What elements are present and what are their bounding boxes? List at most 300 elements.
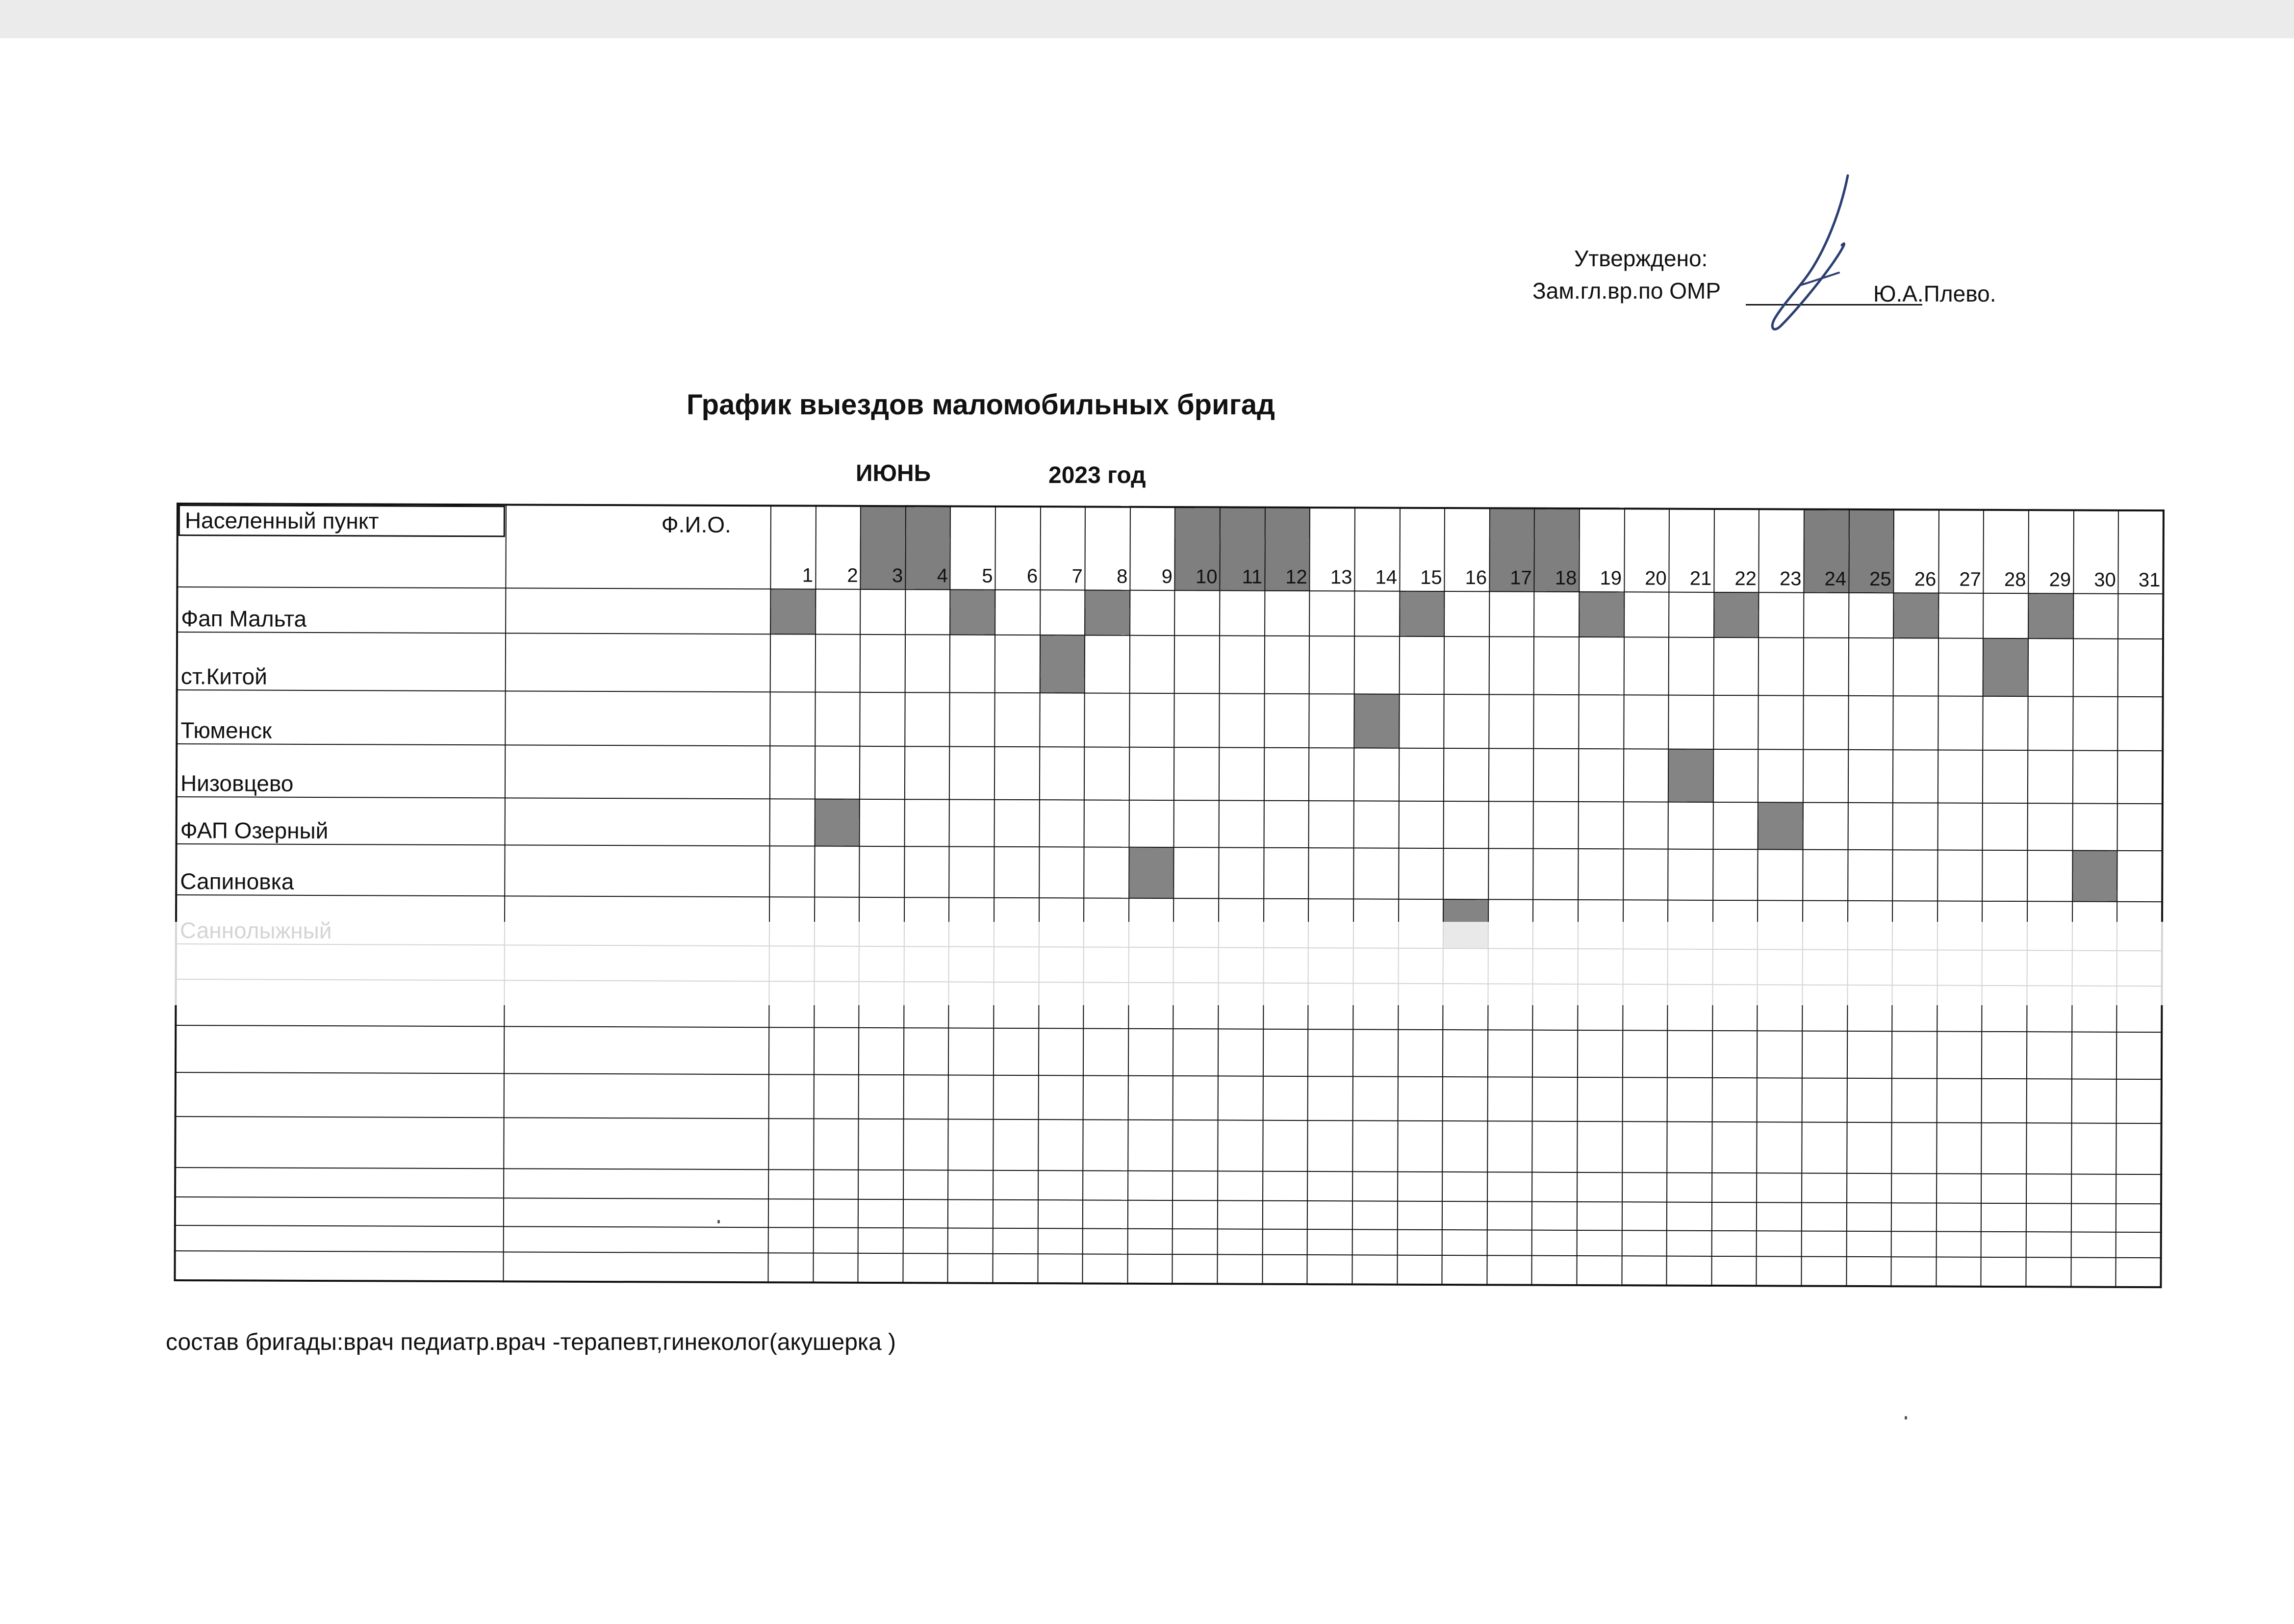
day-cell: [1085, 635, 1130, 693]
day-cell: [1579, 749, 1624, 802]
day-cell: [2071, 1123, 2116, 1174]
day-cell: [948, 1200, 993, 1228]
day-cell: [1893, 803, 1938, 850]
day-cell: [1893, 638, 1938, 696]
schedule-year: 2023 год: [1048, 462, 1146, 488]
day-cell: [768, 1118, 814, 1169]
day-header: 16: [1445, 508, 1490, 591]
day-cell: [1534, 695, 1579, 749]
day-cell: [1308, 1029, 1353, 1076]
day-cell: [1399, 636, 1444, 694]
place-cell: Тюменск: [177, 690, 505, 745]
approval-title: Утверждено:: [1574, 246, 1708, 271]
day-cell: [2116, 1174, 2161, 1204]
table-row: [175, 1251, 2161, 1287]
fio-cell: [505, 845, 769, 897]
day-cell: [1801, 1257, 1846, 1286]
day-cell: [1804, 638, 1849, 696]
day-cell: [768, 1169, 814, 1199]
day-header: 22: [1714, 509, 1759, 592]
day-cell: [2073, 594, 2118, 639]
day-cell: [768, 1253, 813, 1282]
day-cell: [1263, 1120, 1308, 1171]
day-cell: [2116, 1258, 2161, 1287]
day-cell: [858, 1170, 903, 1199]
day-cell: [1532, 1202, 1577, 1230]
day-header: 24: [1804, 509, 1849, 593]
day-cell: [1622, 1256, 1667, 1285]
table-row: [176, 844, 2162, 902]
day-cell: [1937, 1079, 1982, 1123]
day-cell: [1846, 1203, 1891, 1231]
day-cell: [1444, 694, 1489, 748]
day-cell: [1307, 1229, 1352, 1255]
day-cell: [1938, 593, 1984, 638]
day-cell: [1174, 847, 1219, 898]
day-cell: [1218, 1120, 1263, 1171]
day-cell: [1667, 1031, 1712, 1078]
day-cell: [1038, 1254, 1083, 1283]
day-cell: [1936, 1257, 1981, 1287]
day-cell: [1444, 636, 1489, 694]
day-cell: [1577, 1230, 1622, 1256]
day-header: 26: [1894, 509, 1939, 593]
day-cell: [1175, 590, 1220, 635]
day-cell: [1083, 1228, 1128, 1254]
place-cell: Фап Мальта: [177, 587, 506, 633]
table-row: [177, 587, 2163, 639]
day-cell: [1128, 1229, 1173, 1254]
day-cell: [1263, 1029, 1308, 1076]
table-row: [177, 632, 2163, 697]
day-cell: [1219, 747, 1264, 800]
day-header: 17: [1489, 508, 1534, 591]
scan-top-edge: [0, 0, 2294, 38]
day-cell: [1262, 1255, 1307, 1284]
day-cell: [1712, 1031, 1758, 1078]
day-cell: [903, 1170, 948, 1199]
day-cell: [1309, 694, 1354, 748]
day-cell: [1667, 1173, 1712, 1202]
day-cell: [1892, 1078, 1937, 1122]
day-cell: [859, 1075, 904, 1119]
day-header: 18: [1534, 508, 1580, 592]
day-cell: [948, 1028, 994, 1075]
day-cell: [1984, 593, 2029, 638]
place-cell: [175, 1167, 504, 1198]
day-cell: [1173, 1029, 1218, 1076]
day-cell: [948, 1170, 993, 1200]
day-cell: [1487, 1255, 1532, 1285]
day-cell: [1846, 1231, 1891, 1257]
day-cell: [1532, 1077, 1578, 1121]
day-cell: [1981, 1203, 2026, 1232]
day-cell: [2071, 1174, 2116, 1203]
day-cell: [1039, 847, 1084, 898]
visit-day-cell: [1668, 749, 1713, 802]
day-cell: [1039, 800, 1084, 847]
day-cell: [1307, 1171, 1352, 1201]
day-cell: [1174, 635, 1220, 693]
day-cell: [1264, 748, 1309, 801]
day-cell: [993, 1170, 1038, 1200]
day-cell: [1040, 747, 1085, 800]
day-cell: [1712, 1173, 1757, 1202]
day-cell: [995, 590, 1040, 635]
day-header: 27: [1938, 510, 1984, 593]
day-cell: [2073, 697, 2118, 751]
day-cell: [1622, 1172, 1667, 1202]
day-cell: [1893, 696, 1938, 750]
day-cell: [1667, 1231, 1712, 1256]
day-cell: [2116, 1079, 2162, 1123]
day-cell: [1578, 849, 1623, 900]
day-header: 31: [2118, 510, 2164, 594]
day-cell: [2027, 850, 2072, 901]
day-cell: [1667, 1078, 1712, 1122]
day-cell: [1354, 636, 1400, 694]
day-cell: [1803, 850, 1848, 901]
day-cell: [949, 747, 994, 800]
fio-cell: [504, 1168, 768, 1199]
day-cell: [1129, 693, 1174, 747]
day-cell: [1624, 637, 1669, 695]
day-cell: [1802, 1122, 1847, 1173]
day-cell: [903, 1119, 948, 1170]
day-cell: [859, 846, 904, 897]
day-cell: [1127, 1254, 1172, 1284]
day-cell: [1308, 1076, 1353, 1120]
day-cell: [1983, 750, 2028, 803]
day-cell: [1398, 1172, 1443, 1201]
day-cell: [1307, 1255, 1352, 1284]
day-cell: [2116, 1204, 2161, 1232]
day-cell: [1759, 637, 1804, 695]
day-cell: [1218, 1029, 1263, 1076]
day-header: 14: [1354, 508, 1400, 591]
table-row: [177, 797, 2163, 851]
day-cell: [1264, 694, 1309, 748]
day-cell: [904, 1028, 949, 1075]
day-cell: [995, 635, 1040, 693]
day-cell: [1803, 750, 1848, 803]
day-cell: [1577, 1256, 1622, 1285]
header-place: Населенный пункт: [178, 505, 505, 537]
day-cell: [770, 799, 815, 846]
day-cell: [815, 634, 860, 692]
scan-speck: [1905, 1416, 1907, 1420]
day-header: 5: [950, 507, 995, 590]
day-cell: [1532, 1121, 1578, 1172]
day-cell: [768, 1199, 814, 1227]
day-cell: [1847, 1078, 1892, 1122]
day-cell: [1218, 1171, 1263, 1200]
place-cell: [175, 1251, 503, 1281]
day-cell: [1757, 1231, 1802, 1256]
day-cell: [1264, 636, 1309, 694]
scan-fade-band: [147, 922, 2207, 1005]
day-cell: [1309, 848, 1354, 899]
day-cell: [1937, 1174, 1982, 1203]
scan-speck: [717, 1220, 720, 1223]
day-header: 30: [2073, 510, 2118, 594]
day-header: 15: [1400, 508, 1445, 591]
day-cell: [1219, 847, 1264, 898]
day-cell: [2028, 696, 2073, 750]
day-cell: [1802, 1231, 1847, 1257]
visit-day-cell: [770, 589, 816, 634]
day-cell: [2027, 1032, 2072, 1079]
day-header: 7: [1040, 507, 1085, 590]
day-header: 13: [1310, 508, 1355, 591]
day-cell: [814, 1075, 859, 1119]
day-cell: [1668, 849, 1713, 900]
day-cell: [1532, 1172, 1577, 1202]
day-cell: [1398, 1121, 1443, 1172]
place-cell: ФАП Озерный: [177, 797, 505, 845]
day-cell: [1352, 1120, 1398, 1171]
day-cell: [813, 1228, 858, 1253]
day-cell: [2028, 803, 2073, 850]
day-cell: [1622, 1202, 1667, 1230]
visit-day-cell: [2072, 851, 2117, 902]
day-cell: [1668, 695, 1713, 749]
day-cell: [1444, 748, 1489, 801]
day-cell: [1263, 1171, 1308, 1201]
day-cell: [860, 589, 905, 634]
day-header: 4: [905, 506, 950, 589]
visit-day-cell: [1758, 802, 1803, 849]
day-header: 10: [1175, 507, 1220, 590]
visit-day-cell: [1893, 593, 1938, 638]
day-cell: [858, 1228, 903, 1253]
place-cell: [175, 1116, 504, 1168]
day-cell: [994, 847, 1039, 898]
signature-icon: [1746, 172, 1863, 333]
schedule-month: ИЮНЬ: [856, 460, 931, 486]
day-cell: [1757, 1202, 1802, 1231]
day-cell: [1623, 802, 1668, 849]
day-cell: [1757, 1031, 1802, 1078]
schedule-table: [174, 503, 2164, 1288]
day-cell: [1713, 849, 1758, 900]
day-cell: [858, 1253, 903, 1283]
day-cell: [950, 693, 995, 747]
visit-day-cell: [2028, 593, 2073, 638]
day-header: 21: [1669, 509, 1714, 592]
day-cell: [2118, 697, 2163, 751]
day-cell: [1803, 803, 1848, 850]
day-cell: [1891, 1203, 1937, 1231]
day-cell: [1533, 749, 1579, 802]
day-cell: [1085, 693, 1130, 747]
day-header: 1: [770, 506, 816, 589]
day-cell: [2073, 639, 2118, 697]
day-cell: [1847, 1173, 1892, 1203]
place-cell: ст.Китой: [177, 632, 506, 691]
day-cell: [1173, 1120, 1218, 1171]
day-cell: [2118, 594, 2163, 639]
day-cell: [1892, 1031, 1937, 1078]
table-row: [175, 1116, 2161, 1174]
day-cell: [1847, 1122, 1892, 1173]
day-cell: [1667, 1122, 1712, 1173]
day-cell: [2028, 750, 2073, 803]
day-cell: [1444, 591, 1489, 636]
visit-day-cell: [1129, 847, 1174, 898]
day-cell: [948, 1119, 994, 1170]
day-cell: [2026, 1257, 2071, 1287]
day-cell: [860, 634, 905, 692]
day-cell: [2026, 1174, 2071, 1203]
visit-day-cell: [1983, 638, 2028, 696]
day-cell: [1982, 1032, 2027, 1079]
table-row: [176, 1072, 2162, 1123]
day-cell: [1759, 695, 1804, 749]
day-cell: [1713, 637, 1759, 695]
day-cell: [1757, 1078, 1802, 1122]
day-cell: [1891, 1173, 1937, 1203]
fio-cell: [503, 1252, 768, 1282]
day-cell: [1668, 802, 1713, 849]
day-header: 20: [1624, 508, 1669, 592]
day-cell: [1397, 1255, 1442, 1285]
day-cell: [1577, 1202, 1622, 1230]
day-cell: [1129, 747, 1174, 800]
day-cell: [1713, 749, 1759, 802]
approval-post: Зам.гл.вр.по ОМР: [1532, 278, 1721, 304]
day-cell: [1938, 750, 1983, 803]
day-cell: [1848, 696, 1893, 750]
day-cell: [2027, 1079, 2072, 1123]
day-cell: [1039, 1028, 1084, 1075]
day-cell: [904, 846, 949, 897]
day-cell: [1488, 848, 1533, 899]
day-cell: [1669, 637, 1714, 695]
day-cell: [1352, 1201, 1398, 1229]
fio-cell: [506, 633, 770, 692]
day-cell: [1938, 638, 1983, 696]
day-cell: [1038, 1228, 1083, 1254]
day-cell: [1757, 1122, 1802, 1173]
day-cell: [949, 847, 994, 898]
day-cell: [1219, 800, 1264, 847]
day-cell: [993, 1200, 1038, 1228]
day-cell: [1622, 1121, 1667, 1172]
day-cell: [860, 746, 905, 799]
day-cell: [2072, 1032, 2117, 1079]
day-cell: [1487, 1201, 1532, 1230]
day-cell: [1802, 1203, 1847, 1231]
day-cell: [1891, 1122, 1937, 1173]
day-cell: [1489, 748, 1534, 801]
day-cell: [1083, 1028, 1128, 1075]
day-cell: [1579, 695, 1624, 749]
day-cell: [2071, 1232, 2116, 1257]
day-cell: [1534, 637, 1579, 695]
day-cell: [1937, 803, 1983, 850]
fio-cell: [504, 1073, 769, 1118]
day-cell: [1443, 1030, 1488, 1077]
place-cell: [175, 1225, 504, 1252]
place-cell: Сапиновка: [176, 844, 505, 896]
visit-day-cell: [815, 799, 860, 846]
day-cell: [1579, 802, 1624, 849]
day-cell: [994, 693, 1040, 747]
day-cell: [1218, 1200, 1263, 1229]
day-cell: [769, 846, 815, 897]
day-cell: [1803, 696, 1848, 750]
day-cell: [1173, 1076, 1218, 1120]
day-cell: [1757, 1256, 1802, 1286]
day-cell: [1847, 1031, 1892, 1078]
day-cell: [993, 1119, 1038, 1170]
day-cell: [1848, 750, 1893, 803]
day-cell: [1937, 850, 1983, 901]
day-cell: [814, 1028, 859, 1075]
day-cell: [948, 1228, 993, 1254]
day-cell: [1264, 801, 1309, 848]
place-cell: [176, 1072, 504, 1117]
day-cell: [1263, 1076, 1308, 1120]
visit-day-cell: [1354, 694, 1399, 748]
day-cell: [860, 799, 905, 846]
brigade-composition-note: состав бригады:врач педиатр.врач -терапевт,гинеколог(акушерка ): [166, 1329, 896, 1355]
day-cell: [2073, 751, 2118, 804]
day-cell: [1487, 1121, 1532, 1172]
day-cell: [1219, 693, 1264, 747]
day-cell: [1218, 1076, 1263, 1120]
day-cell: [2026, 1203, 2071, 1232]
day-cell: [1802, 1031, 1847, 1078]
day-cell: [1084, 847, 1129, 898]
day-cell: [1354, 591, 1400, 636]
visit-day-cell: [1714, 592, 1759, 637]
day-cell: [858, 1199, 903, 1228]
day-cell: [1442, 1255, 1487, 1285]
day-cell: [993, 1228, 1038, 1254]
day-cell: [994, 800, 1040, 847]
day-cell: [1759, 592, 1804, 637]
visit-day-cell: [950, 590, 995, 635]
day-header: 19: [1579, 508, 1624, 592]
day-cell: [1309, 591, 1354, 636]
day-cell: [2028, 638, 2073, 696]
day-header: 28: [1984, 510, 2029, 593]
document-title: График выездов маломобильных бригад: [687, 389, 1275, 421]
day-cell: [813, 1253, 858, 1283]
fio-cell: [504, 1198, 768, 1227]
day-cell: [1309, 748, 1354, 801]
day-cell: [1172, 1254, 1218, 1284]
day-cell: [1981, 1257, 2026, 1287]
day-cell: [1308, 1120, 1353, 1171]
day-cell: [859, 1028, 904, 1075]
day-cell: [1038, 1200, 1083, 1228]
day-cell: [1218, 1229, 1263, 1254]
day-cell: [1981, 1174, 2026, 1203]
day-cell: [1622, 1230, 1667, 1256]
day-cell: [1218, 1254, 1263, 1284]
day-cell: [1442, 1230, 1487, 1255]
day-cell: [2072, 804, 2117, 851]
day-cell: [1848, 803, 1893, 850]
day-cell: [1172, 1229, 1218, 1254]
day-cell: [1083, 1075, 1128, 1119]
day-cell: [949, 800, 994, 847]
day-cell: [1130, 590, 1175, 635]
day-cell: [994, 747, 1040, 800]
